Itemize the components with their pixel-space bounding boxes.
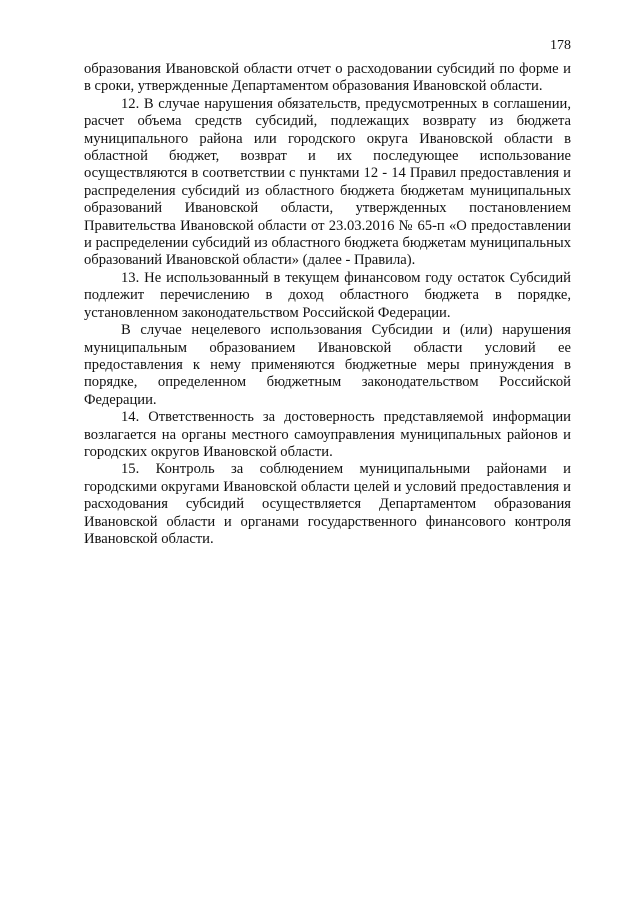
document-body xyxy=(84,61,571,548)
paragraph-item-13-misuse: В случае нецелевого использования Субсидии и (или) нарушения муниципальным образованием Ивановской области условий ее предоставления к нему применяются бюджетные меры принуждения в порядке, определенном бюджетным законодательством Российской Федерации. xyxy=(84,322,571,408)
paragraph-item-15: 15. Контроль за соблюдением муниципальными районами и городскими округами Ивановской области целей и условий предоставления и расходования субсидий осуществляется Департаментом образования Ивановской области и органами государственного финансового контроля Ивановской области. xyxy=(84,461,571,547)
paragraph-item-14: 14. Ответственность за достоверность представляемой информации возлагается на органы местного самоуправления муниципальных районов и городских округов Ивановской области. xyxy=(84,409,571,460)
page-number: 178 xyxy=(550,38,571,53)
paragraph-item-12: 12. В случае нарушения обязательств, предусмотренных в соглашении, расчет объема средств субсидий, подлежащих возврату из бюджета муниципального района или городского округа Ивановской области в областной бюджет, возврат и их последующее использование осуществляются в соответствии с пунктами 12 - 14 Правил предоставления и распределения субсидий из областного бюджета бюджетам муниципальных образований Ивановской области, утвержденных постановлением Правительства Ивановской области от 23.03.2016 № 65-п «О предоставлении и распределении субсидий из областного бюджета бюджетам муниципальных образований Ивановской области» (далее - Правила). xyxy=(84,95,571,269)
paragraph-item-13: 13. Не использованный в текущем финансовом году остаток Субсидий подлежит перечислению в доход областного бюджета в порядке, установленном законодательством Российской Федерации. xyxy=(84,269,571,321)
paragraph-continuation: образования Ивановской области отчет о расходовании субсидий по форме и в сроки, утвержденные Департаментом образования Ивановской области. xyxy=(84,61,571,95)
